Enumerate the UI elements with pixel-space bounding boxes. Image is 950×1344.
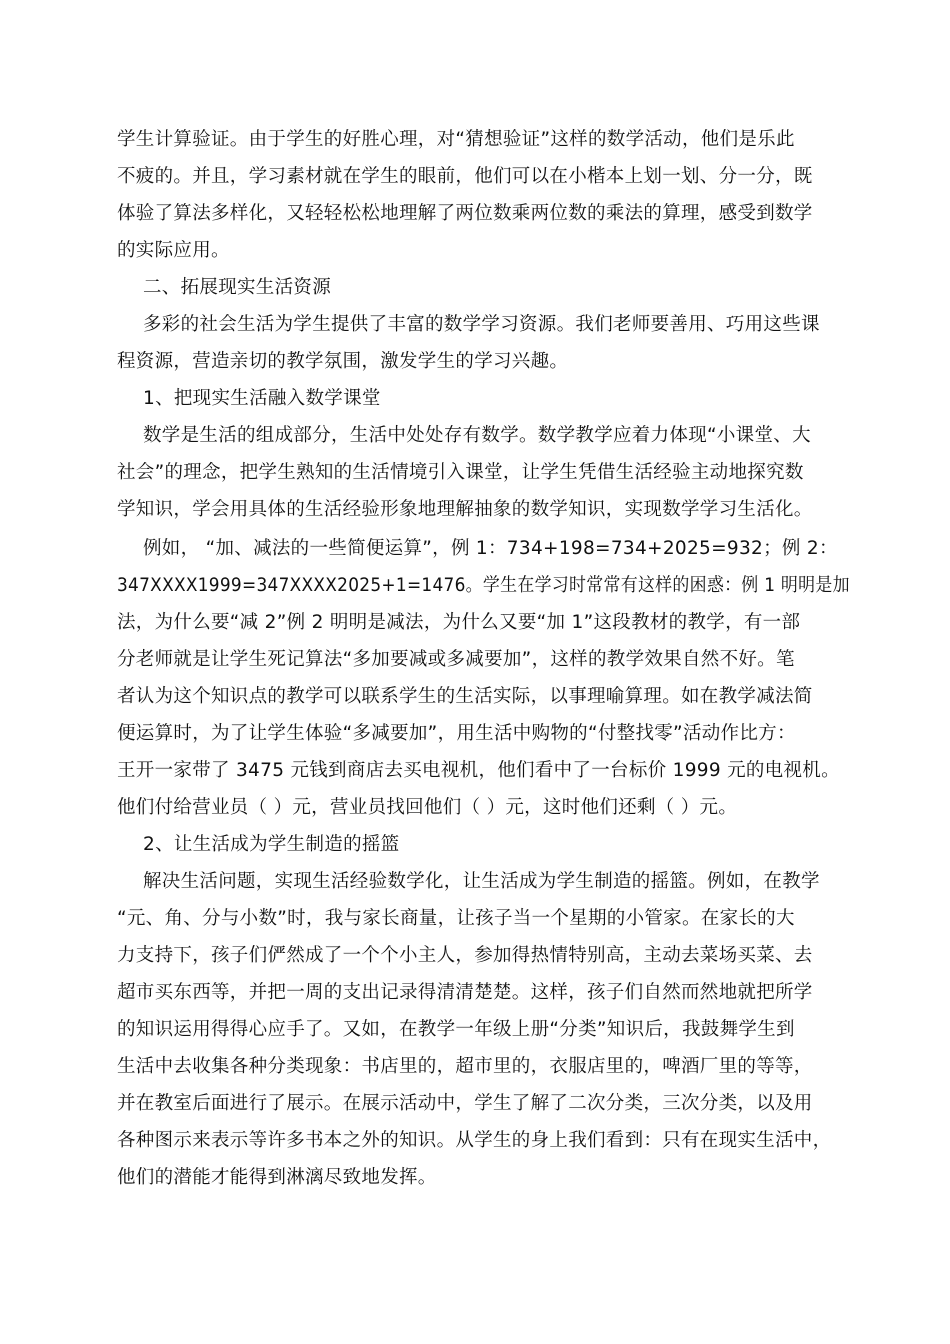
- paragraph-line: 程资源，营造亲切的教学氛围，激发学生的学习兴趣。: [117, 351, 569, 372]
- paragraph-line: 生活中去收集各种分类现象：书店里的，超市里的，衣服店里的，啤酒厂里的等等，: [117, 1056, 813, 1077]
- paragraph-line: 并在教室后面进行了展示。在展示活动中，学生了解了二次分类，三次分类，以及用: [117, 1093, 813, 1114]
- paragraph-line: “元、角、分与小数”时，我与家长商量，让孩子当一个星期的小管家。在家长的大: [117, 908, 795, 929]
- paragraph-line: 法，为什么要“减 2”例 2 明明是减法，为什么又要“加 1”这段教材的教学，有一部: [117, 612, 801, 633]
- paragraph-line: 的实际应用。: [117, 240, 230, 261]
- paragraph-line: 数学是生活的组成部分，生活中处处存有数学。数学教学应着力体现“小课堂、大: [143, 425, 811, 446]
- paragraph-line: 例如， “加、减法的一些简便运算”，例 1：734+198=734+2025=932；例 2：: [143, 538, 838, 559]
- paragraph-line: 者认为这个知识点的教学可以联系学生的生活实际，以事理喻算理。如在教学减法简: [117, 686, 813, 707]
- paragraph-line: 学知识，学会用具体的生活经验形象地理解抽象的数学知识，实现数学学习生活化。: [117, 499, 813, 520]
- paragraph-line: 347XXXX1999=347XXXX2025+1=1476。学生在学习时常常有这样的困惑：例 1 明明是加: [117, 575, 850, 596]
- paragraph-line: 他们的潜能才能得到淋漓尽致地发挥。: [117, 1167, 437, 1188]
- paragraph-line: 学生计算验证。由于学生的好胜心理，对“猜想验证”这样的数学活动，他们是乐此: [117, 129, 795, 150]
- subsection-heading: 1、把现实生活融入数学课堂: [143, 388, 381, 409]
- paragraph-line: 他们付给营业员（ ）元，营业员找回他们（ ）元，这时他们还剩（ ）元。: [117, 797, 738, 818]
- subsection-heading: 2、让生活成为学生制造的摇篮: [143, 834, 400, 855]
- paragraph-line: 各种图示来表示等许多书本之外的知识。从学生的身上我们看到：只有在现实生活中，: [117, 1130, 832, 1151]
- section-heading: 二、拓展现实生活资源: [143, 277, 332, 298]
- paragraph-line: 解决生活问题，实现生活经验数学化，让生活成为学生制造的摇篮。例如，在教学: [143, 871, 820, 892]
- paragraph-line: 不疲的。并且，学习素材就在学生的眼前，他们可以在小楷本上划一划、分一分，既: [117, 166, 813, 187]
- paragraph-line: 的知识运用得得心应手了。又如，在教学一年级上册“分类”知识后，我鼓舞学生到: [117, 1019, 795, 1040]
- paragraph-line: 力支持下，孩子们俨然成了一个个小主人，参加得热情特别高，主动去菜场买菜、去: [117, 945, 813, 966]
- paragraph-line: 分老师就是让学生死记算法“多加要减或多减要加”，这样的教学效果自然不好。笔: [117, 649, 795, 670]
- paragraph-line: 便运算时，为了让学生体验“多减要加”，用生活中购物的“付整找零”活动作比方：: [117, 723, 796, 744]
- paragraph-line: 社会”的理念，把学生熟知的生活情境引入课堂，让学生凭借生活经验主动地探究数: [117, 462, 804, 483]
- paragraph-line: 多彩的社会生活为学生提供了丰富的数学学习资源。我们老师要善用、巧用这些课: [143, 314, 820, 335]
- paragraph-line: 王开一家带了 3475 元钱到商店去买电视机，他们看中了一台标价 1999 元的电视机。: [117, 760, 840, 781]
- paragraph-line: 体验了算法多样化，又轻轻松松地理解了两位数乘两位数的乘法的算理，感受到数学: [117, 203, 813, 224]
- paragraph-line: 超市买东西等，并把一周的支出记录得清清楚楚。这样，孩子们自然而然地就把所学: [117, 982, 813, 1003]
